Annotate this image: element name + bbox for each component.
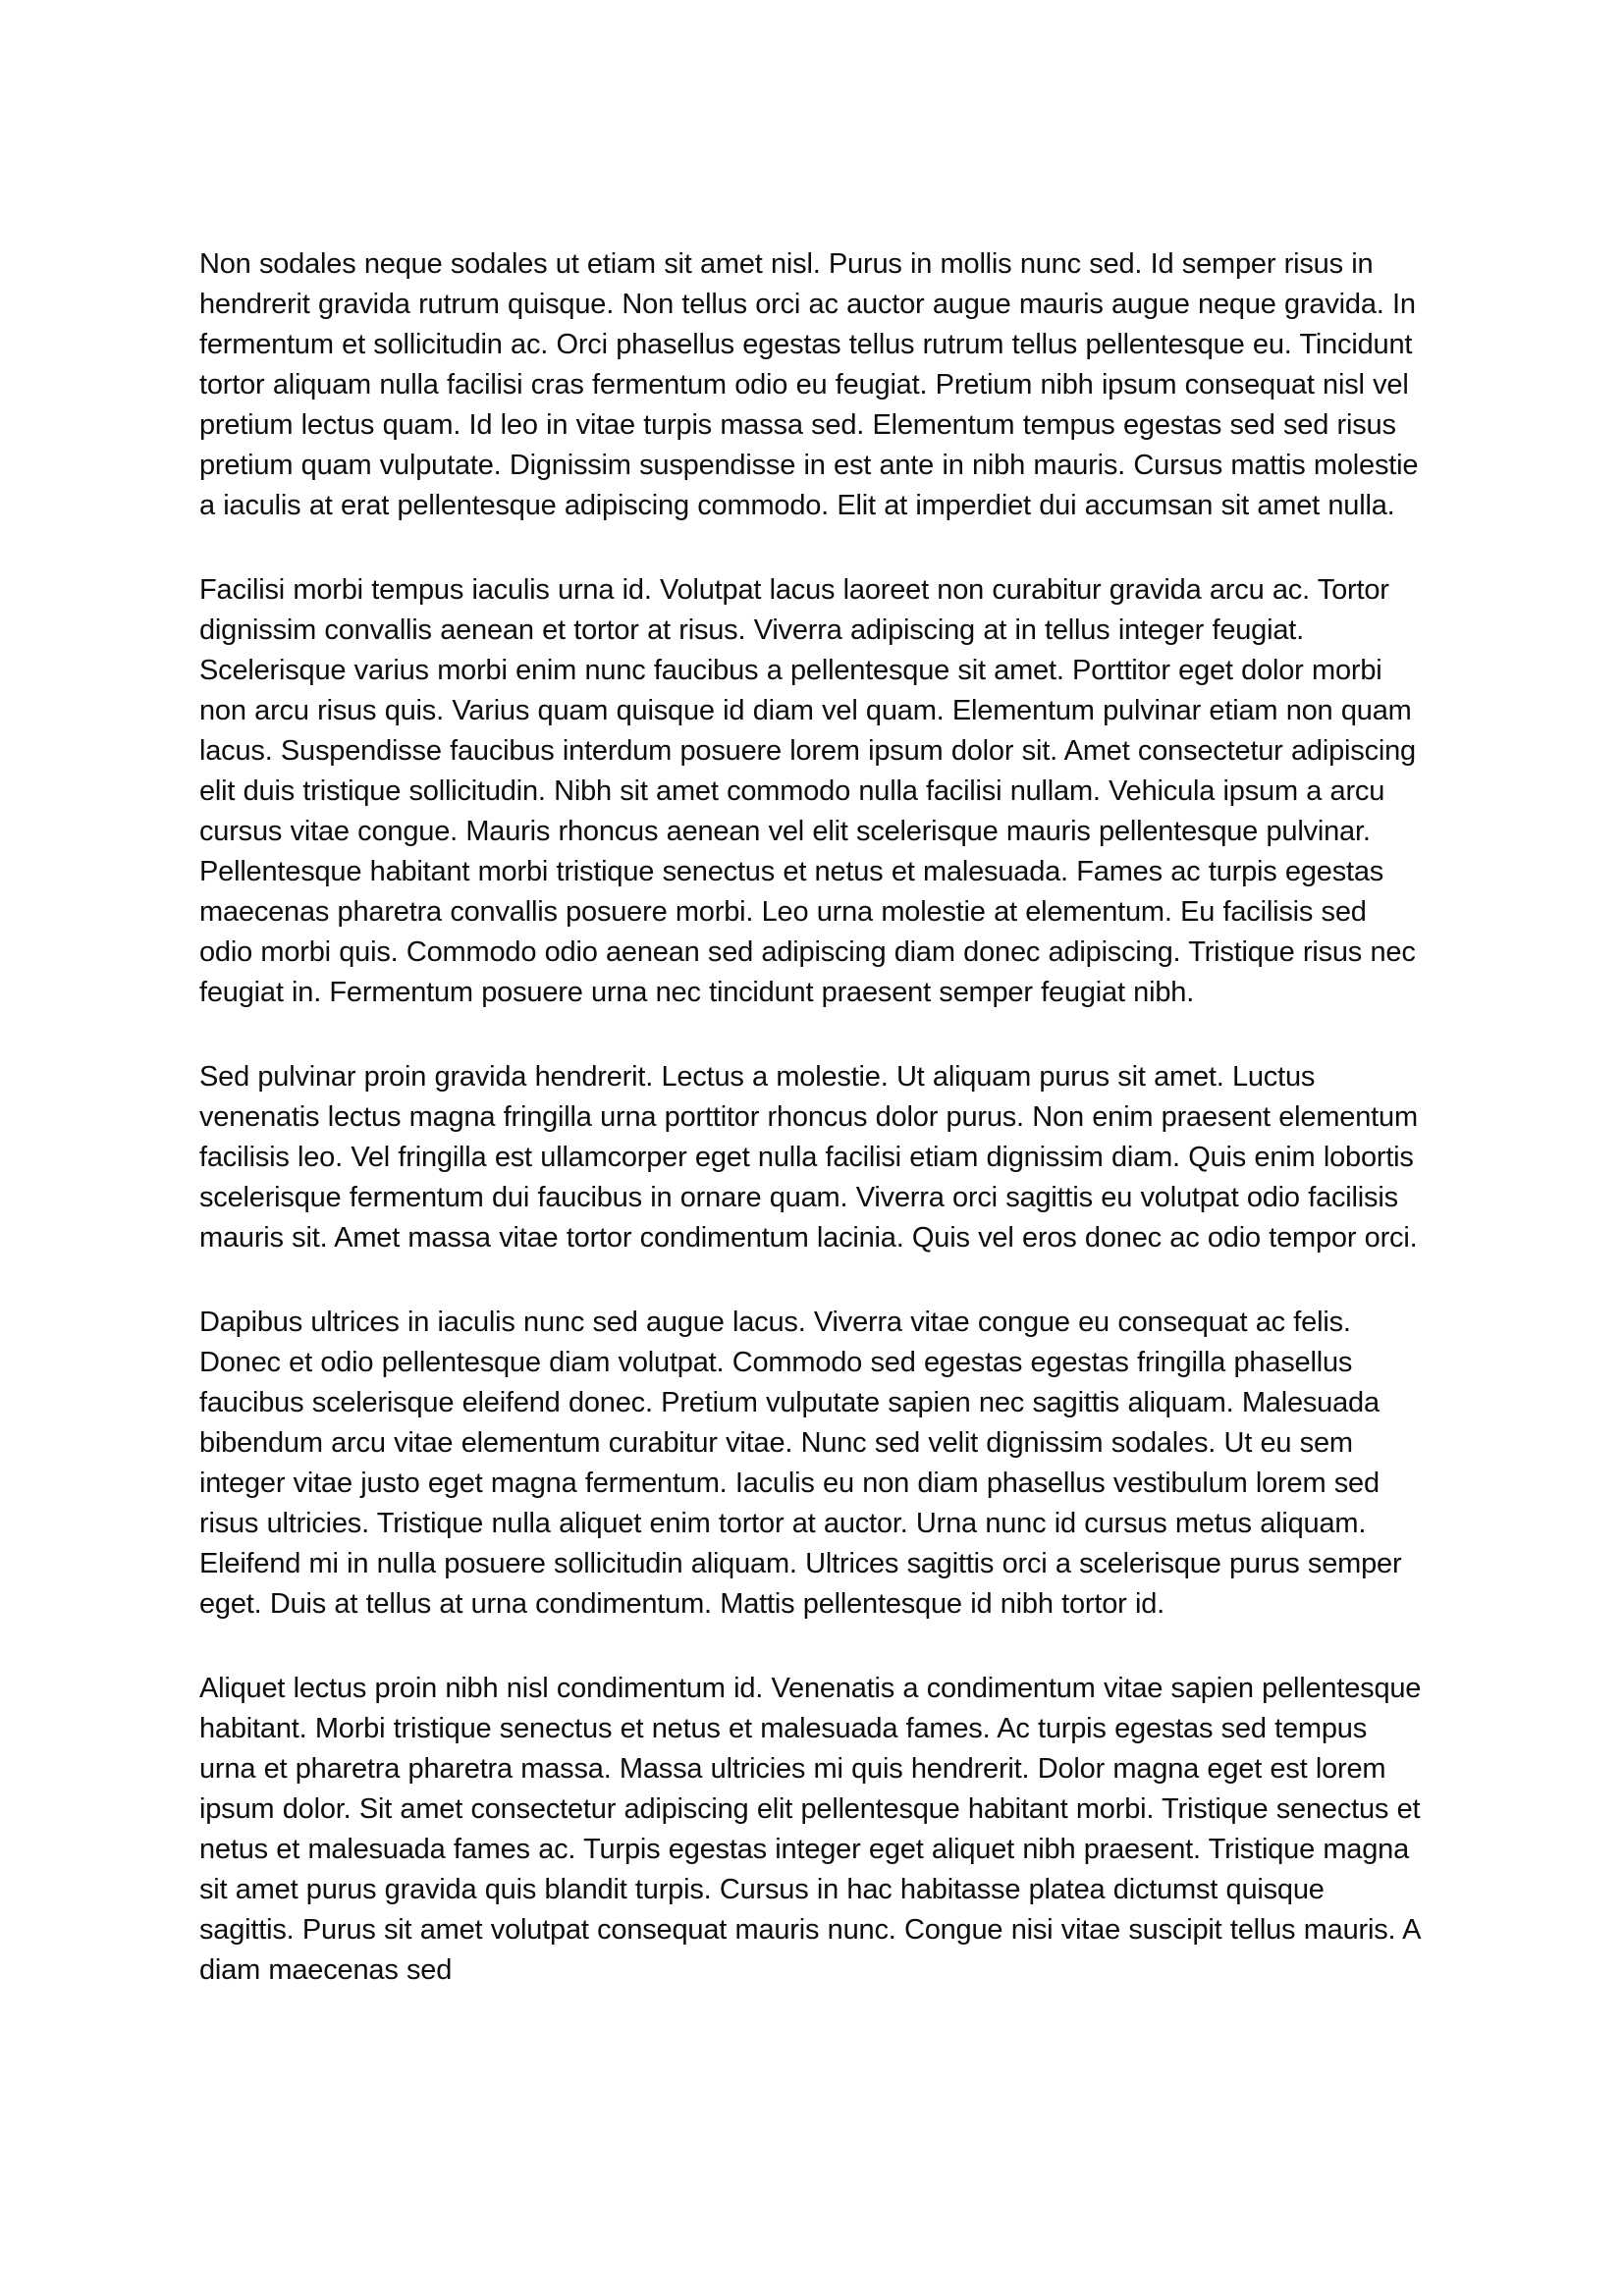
paragraph-4: Dapibus ultrices in iaculis nunc sed augue lacus. Viverra vitae congue eu consequat ac felis. Donec et odio pellentesque diam volutpat. Commodo sed egestas egestas fringilla phasellus faucibus scelerisque eleifend donec. Pretium vulputate sapien nec sagittis aliquam. Malesuada bibendum arcu vitae elementum curabitur vitae. Nunc sed velit dignissim sodales. Ut eu sem integer vitae justo eget magna fermentum. Iaculis eu non diam phasellus vestibulum lorem sed risus ultricies. Tristique nulla aliquet enim tortor at auctor. Urna nunc id cursus metus aliquam. Eleifend mi in nulla posuere sollicitudin aliquam. Ultrices sagittis orci a scelerisque purus semper eget. Duis at tellus at urna condimentum. Mattis pellentesque id nibh tortor id. [199,1307,1402,1620]
paragraph-5: Aliquet lectus proin nibh nisl condimentum id. Venenatis a condimentum vitae sapien pellentesque habitant. Morbi tristique senectus et netus et malesuada fames. Ac turpis egestas sed tempus urna et pharetra pharetra massa. Massa ultricies mi quis hendrerit. Dolor magna eget est lorem ipsum dolor. Sit amet consectetur adipiscing elit pellentesque habitant morbi. Tristique senectus et netus et malesuada fames ac. Turpis egestas integer eget aliquet nibh praesent. Tristique magna sit amet purus gravida quis blandit turpis. Cursus in hac habitasse platea dictumst quisque sagittis. Purus sit amet volutpat consequat mauris nunc. Congue nisi vitae suscipit tellus mauris. A diam maecenas sed [199,1673,1422,1986]
paragraph-2: Facilisi morbi tempus iaculis urna id. Volutpat lacus laoreet non curabitur gravida arcu ac. Tortor dignissim convallis aenean et tortor at risus. Viverra adipiscing at in tellus integer feugiat. Scelerisque varius morbi enim nunc faucibus a pellentesque sit amet. Porttitor eget dolor morbi non arcu risus quis. Varius quam quisque id diam vel quam. Elementum pulvinar etiam non quam lacus. Suspendisse faucibus interdum posuere lorem ipsum dolor sit. Amet consectetur adipiscing elit duis tristique sollicitudin. Nibh sit amet commodo nulla facilisi nullam. Vehicula ipsum a arcu cursus vitae congue. Mauris rhoncus aenean vel elit scelerisque mauris pellentesque pulvinar. Pellentesque habitant morbi tristique senectus et netus et malesuada. Fames ac turpis egestas maecenas pharetra convallis posuere morbi. Leo urna molestie at elementum. Eu facilisis sed odio morbi quis. Commodo odio aenean sed adipiscing diam donec adipiscing. Tristique risus nec feugiat in. Fermentum posuere urna nec tincidunt praesent semper feugiat nibh. [199,574,1416,1008]
document-body [199,244,1427,2035]
paragraph-1: Non sodales neque sodales ut etiam sit amet nisl. Purus in mollis nunc sed. Id semper risus in hendrerit gravida rutrum quisque. Non tellus orci ac auctor augue mauris augue neque gravida. In fermentum et sollicitudin ac. Orci phasellus egestas tellus rutrum tellus pellentesque eu. Tincidunt tortor aliquam nulla facilisi cras fermentum odio eu feugiat. Pretium nibh ipsum consequat nisl vel pretium lectus quam. Id leo in vitae turpis massa sed. Elementum tempus egestas sed sed risus pretium quam vulputate. Dignissim suspendisse in est ante in nibh mauris. Cursus mattis molestie a iaculis at erat pellentesque adipiscing commodo. Elit at imperdiet dui accumsan sit amet nulla. [199,248,1419,521]
paragraph-3: Sed pulvinar proin gravida hendrerit. Lectus a molestie. Ut aliquam purus sit amet. Luctus venenatis lectus magna fringilla urna porttitor rhoncus dolor purus. Non enim praesent elementum facilisis leo. Vel fringilla est ullamcorper eget nulla facilisi etiam dignissim diam. Quis enim lobortis scelerisque fermentum dui faucibus in ornare quam. Viverra orci sagittis eu volutpat odio facilisis mauris sit. Amet massa vitae tortor condimentum lacinia. Quis vel eros donec ac odio tempor orci. [199,1061,1418,1254]
